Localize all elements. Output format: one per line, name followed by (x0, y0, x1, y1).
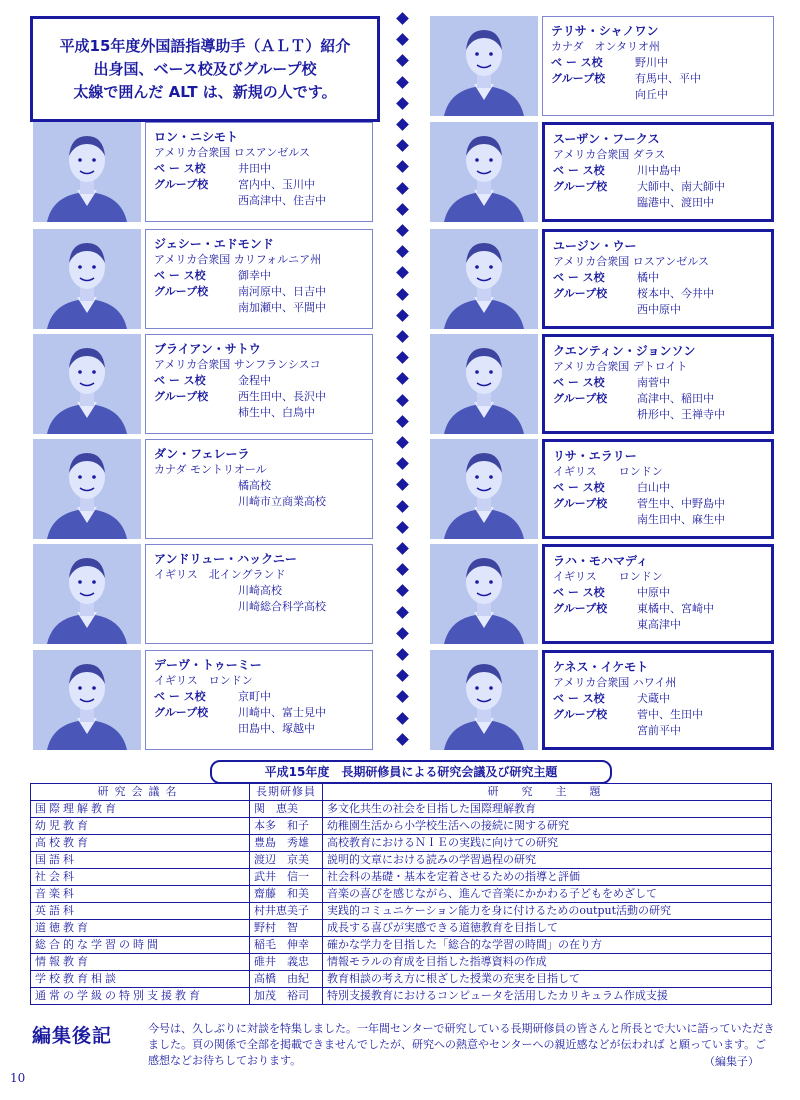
diamond-icon (396, 351, 409, 364)
research-theme: 情報モラルの育成を目指した指導資料の作成 (323, 954, 772, 971)
group-school: 枡形中、王禅寺中 (637, 408, 725, 421)
table-row (31, 801, 772, 818)
group-school: 高津中、稲田中 (637, 392, 714, 405)
portrait-photo (33, 229, 141, 329)
afterword-signature: （編集子） (704, 1055, 759, 1068)
base-school: 橘中 (637, 271, 659, 284)
diamond-icon (396, 436, 409, 449)
group-school: 川崎中、富士見中 (238, 706, 326, 719)
base-school-label: ベ ー ス校 (154, 690, 206, 703)
group-school: 菅生中、中野島中 (637, 497, 725, 510)
group-school: 東高津中 (637, 618, 681, 631)
diamond-icon (396, 521, 409, 534)
trainee-name: 豊島 秀雄 (250, 835, 323, 852)
alt-name: テリサ・シャノワン (551, 24, 659, 38)
diamond-icon (396, 288, 409, 301)
diamond-icon (396, 224, 409, 237)
table-row (31, 988, 772, 1005)
table-row (31, 971, 772, 988)
base-school-label: ベ ー ス校 (553, 692, 605, 705)
alt-entry (33, 650, 373, 750)
diamond-icon (396, 267, 409, 280)
research-theme: 幼稚園生活から小学校生活への接続に関する研究 (323, 818, 772, 835)
alt-origin: アメリカ合衆国 カリフォルニア州 (154, 253, 322, 266)
alt-name: リサ・エラリー (553, 449, 637, 463)
table-row (31, 818, 772, 835)
group-school: 菅中、生田中 (637, 708, 703, 721)
group-school-label: グループ校 (551, 72, 606, 85)
alt-name: ジェシー・エドモンド (154, 237, 274, 251)
diamond-icon (396, 563, 409, 576)
group-school-label: グループ校 (154, 178, 209, 191)
portrait-photo (33, 122, 141, 222)
meeting-name: 音楽科 (31, 886, 250, 903)
trainee-name: 武井 信一 (250, 869, 323, 886)
alt-school: 川崎市立商業高校 (238, 495, 326, 508)
research-theme: 高校教育におけるＮＩＥの実践に向けての研究 (323, 835, 772, 852)
group-school-label: グループ校 (154, 706, 209, 719)
diamond-icon (396, 627, 409, 640)
diamond-icon (396, 479, 409, 492)
alt-card (145, 439, 373, 539)
group-school: 西生田中、長沢中 (238, 390, 326, 403)
afterword-title: 編集後記 (32, 1025, 113, 1047)
research-theme: 特別支援教育におけるコンピュータを活用したカリキュラム作成支援 (323, 988, 772, 1005)
alt-origin: カナダ オンタリオ州 (551, 40, 660, 53)
intro-line: 平成15年度外国語指導助手（ＡＬＴ）紹介 (59, 36, 351, 55)
diamond-icon (396, 12, 409, 25)
alt-entry (430, 439, 774, 539)
group-school: 南生田中、麻生中 (637, 513, 725, 526)
group-school: 西中原中 (637, 303, 681, 316)
portrait-photo (430, 229, 538, 329)
portrait-photo (430, 16, 538, 116)
group-school: 宮内中、玉川中 (238, 178, 315, 191)
diamond-icon (396, 245, 409, 258)
table-row (31, 954, 772, 971)
group-school: 南加瀬中、平間中 (238, 301, 326, 314)
diamond-icon (396, 118, 409, 131)
alt-card (145, 650, 373, 750)
meeting-name: 英語科 (31, 903, 250, 920)
alt-entry (33, 544, 373, 644)
group-school-label: グループ校 (553, 602, 608, 615)
alt-origin: イギリス ロンドン (553, 570, 663, 583)
alt-entry (430, 229, 774, 329)
intro-line: 出身国、ベース校及びグループ校 (93, 59, 317, 78)
group-school: 桜本中、今井中 (637, 287, 714, 300)
portrait-photo (33, 439, 141, 539)
diamond-icon (396, 76, 409, 89)
alt-entry (33, 334, 373, 434)
base-school: 川中島中 (637, 164, 681, 177)
portrait-photo (430, 650, 538, 750)
research-theme: 説明的文章における読みの学習過程の研究 (323, 852, 772, 869)
table-row (31, 920, 772, 937)
research-theme: 音楽の喜びを感じながら、進んで音楽にかかわる子どもをめざして (323, 886, 772, 903)
afterword-text: 今号は、久しぶりに対談を特集しました。一年間センターで研究している長期研修員の皆さんと所長とで大いに語っていただきました。頁の関係で全部を掲載できませんでしたが、研究への熱意やセンターへの親近感などが伝われば と願っています。ご感想などお待ちしております。 (148, 1022, 775, 1067)
alt-card (542, 334, 774, 434)
alt-name: ケネス・イケモト (553, 660, 649, 674)
diamond-icon (396, 139, 409, 152)
group-school: 有馬中、平中 (635, 72, 701, 85)
alt-school: 川崎高校 (238, 584, 282, 597)
portrait-photo (33, 650, 141, 750)
diamond-icon (396, 394, 409, 407)
diamond-icon (396, 457, 409, 470)
research-theme: 成長する喜びが実感できる道徳教育を目指して (323, 920, 772, 937)
alt-card (145, 544, 373, 644)
research-theme: 実践的コミュニケーション能力を身に付けるためのoutput活動の研究 (323, 903, 772, 920)
diamond-icon (396, 182, 409, 195)
alt-origin: アメリカ合衆国 デトロイト (553, 360, 688, 373)
table-row (31, 835, 772, 852)
alt-name: クエンティン・ジョンソン (553, 344, 696, 358)
trainee-name: 渡辺 京美 (250, 852, 323, 869)
alt-card (542, 544, 774, 644)
base-school: 井田中 (238, 162, 271, 175)
base-school: 野川中 (635, 56, 668, 69)
research-theme: 教育相談の考え方に根ざした授業の充実を目指して (323, 971, 772, 988)
alt-card (145, 122, 373, 222)
table-row (31, 886, 772, 903)
page-number: 10 (10, 1071, 26, 1085)
meeting-name: 幼児教育 (31, 818, 250, 835)
group-school: 南河原中、日吉中 (238, 285, 326, 298)
group-school: 田島中、塚越中 (238, 722, 315, 735)
alt-name: ブライアン・サトウ (154, 342, 261, 356)
portrait-photo (430, 122, 538, 222)
group-school-label: グループ校 (154, 390, 209, 403)
base-school-label: ベ ー ス校 (553, 481, 605, 494)
group-school-label: グループ校 (553, 497, 608, 510)
portrait-photo (33, 334, 141, 434)
table-row (31, 852, 772, 869)
alt-entry (33, 122, 373, 222)
meeting-name: 高校教育 (31, 835, 250, 852)
meeting-name: 社会科 (31, 869, 250, 886)
diamond-icon (396, 55, 409, 68)
alt-entry (430, 122, 774, 222)
intro-line: 太線で囲んだ ALT は、新規の人です。 (73, 82, 337, 101)
research-table (30, 783, 772, 1005)
diamond-icon (396, 691, 409, 704)
portrait-photo (430, 334, 538, 434)
table-row (31, 903, 772, 920)
alt-entry (33, 229, 373, 329)
alt-card (542, 229, 774, 329)
alt-name: ラハ・モハマディ (553, 554, 649, 568)
group-school-label: グループ校 (154, 285, 209, 298)
alt-name: ロン・ニシモト (154, 130, 239, 144)
alt-origin: アメリカ合衆国 ハワイ州 (553, 676, 677, 689)
group-school-label: グループ校 (553, 708, 608, 721)
base-school-label: ベ ー ス校 (154, 269, 206, 282)
group-school-label: グループ校 (553, 392, 608, 405)
group-school: 柿生中、白鳥中 (238, 406, 315, 419)
meeting-name: 学校教育相談 (31, 971, 250, 988)
alt-card (542, 439, 774, 539)
trainee-name: 関 恵美 (250, 801, 323, 818)
group-school: 宮前平中 (637, 724, 681, 737)
section-title: 平成15年度 長期研修員による研究会議及び研究主題 (210, 760, 612, 784)
trainee-name: 高橋 由紀 (250, 971, 323, 988)
alt-name: ダン・フェレーラ (154, 447, 250, 461)
alt-origin: イギリス 北イングランド (154, 568, 286, 581)
base-school-label: ベ ー ス校 (553, 376, 605, 389)
alt-school: 川崎総合科学高校 (238, 600, 326, 613)
alt-card (145, 229, 373, 329)
alt-entry (430, 544, 774, 644)
table-header-row (31, 784, 772, 801)
alt-entry (430, 650, 774, 750)
portrait-photo (430, 439, 538, 539)
diamond-icon (396, 161, 409, 174)
group-school: 向丘中 (635, 88, 668, 101)
meeting-name: 情報教育 (31, 954, 250, 971)
base-school-label: ベ ー ス校 (553, 271, 605, 284)
diamond-divider (396, 14, 410, 754)
alt-entry (430, 334, 774, 434)
group-school-label: グループ校 (553, 287, 608, 300)
base-school: 犬蔵中 (637, 692, 670, 705)
alt-name: アンドリュー・ハックニー (154, 552, 297, 566)
alt-entry (430, 16, 774, 116)
alt-card (542, 122, 774, 222)
diamond-icon (396, 733, 409, 746)
alt-name: ユージン・ウー (553, 239, 637, 253)
diamond-icon (396, 415, 409, 428)
alt-name: デーヴ・トゥーミー (154, 658, 262, 672)
alt-card (145, 334, 373, 434)
header-cell: 研究会議名 (31, 784, 250, 801)
meeting-name: 国際理解教育 (31, 801, 250, 818)
alt-origin: アメリカ合衆国 ロスアンゼルス (154, 146, 310, 159)
research-theme: 確かな学力を目指した「総合的な学習の時間」の在り方 (323, 937, 772, 954)
meeting-name: 道徳教育 (31, 920, 250, 937)
group-school: 東橘中、宮崎中 (637, 602, 714, 615)
portrait-photo (33, 544, 141, 644)
diamond-icon (396, 500, 409, 513)
alt-name: スーザン・フークス (553, 132, 660, 146)
diamond-icon (396, 712, 409, 725)
portrait-photo (430, 544, 538, 644)
diamond-icon (396, 33, 409, 46)
research-theme: 多文化共生の社会を目指した国際理解教育 (323, 801, 772, 818)
header-cell: 長期研修員 (250, 784, 323, 801)
base-school: 南菅中 (637, 376, 670, 389)
alt-origin: アメリカ合衆国 ダラス (553, 148, 666, 161)
alt-card (542, 650, 774, 750)
meeting-name: 通常の学級の特別支援教育 (31, 988, 250, 1005)
diamond-icon (396, 585, 409, 598)
alt-origin: カナダ モントリオール (154, 463, 267, 476)
trainee-name: 本多 和子 (250, 818, 323, 835)
base-school-label: ベ ー ス校 (154, 374, 206, 387)
diamond-icon (396, 203, 409, 216)
base-school-label: ベ ー ス校 (551, 56, 603, 69)
alt-school: 橘高校 (238, 479, 271, 492)
diamond-icon (396, 669, 409, 682)
base-school: 京町中 (238, 690, 271, 703)
diamond-icon (396, 542, 409, 555)
diamond-icon (396, 373, 409, 386)
diamond-icon (396, 330, 409, 343)
table-row (31, 937, 772, 954)
base-school: 中原中 (637, 586, 670, 599)
diamond-icon (396, 648, 409, 661)
meeting-name: 国語科 (31, 852, 250, 869)
base-school: 金程中 (238, 374, 271, 387)
trainee-name: 加茂 裕司 (250, 988, 323, 1005)
trainee-name: 野村 智 (250, 920, 323, 937)
trainee-name: 碓井 義忠 (250, 954, 323, 971)
base-school: 白山中 (637, 481, 670, 494)
diamond-icon (396, 309, 409, 322)
alt-origin: イギリス ロンドン (553, 465, 663, 478)
header-cell: 研 究 主 題 (323, 784, 772, 801)
trainee-name: 齋藤 和美 (250, 886, 323, 903)
alt-card (542, 16, 774, 116)
group-school-label: グループ校 (553, 180, 608, 193)
group-school: 西高津中、住吉中 (238, 194, 326, 207)
group-school: 大師中、南大師中 (637, 180, 725, 193)
alt-entry (33, 439, 373, 539)
table-row (31, 869, 772, 886)
group-school: 臨港中、渡田中 (637, 196, 714, 209)
alt-origin: イギリス ロンドン (154, 674, 253, 687)
diamond-icon (396, 97, 409, 110)
base-school: 御幸中 (238, 269, 271, 282)
diamond-icon (396, 606, 409, 619)
base-school-label: ベ ー ス校 (553, 164, 605, 177)
trainee-name: 稲毛 伸幸 (250, 937, 323, 954)
alt-origin: アメリカ合衆国 サンフランシスコ (154, 358, 321, 371)
intro-box (30, 16, 380, 122)
alt-origin: アメリカ合衆国 ロスアンゼルス (553, 255, 709, 268)
research-theme: 社会科の基礎・基本を定着させるための指導と評価 (323, 869, 772, 886)
base-school-label: ベ ー ス校 (553, 586, 605, 599)
meeting-name: 総合的な学習の時間 (31, 937, 250, 954)
trainee-name: 村井恵美子 (250, 903, 323, 920)
base-school-label: ベ ー ス校 (154, 162, 206, 175)
